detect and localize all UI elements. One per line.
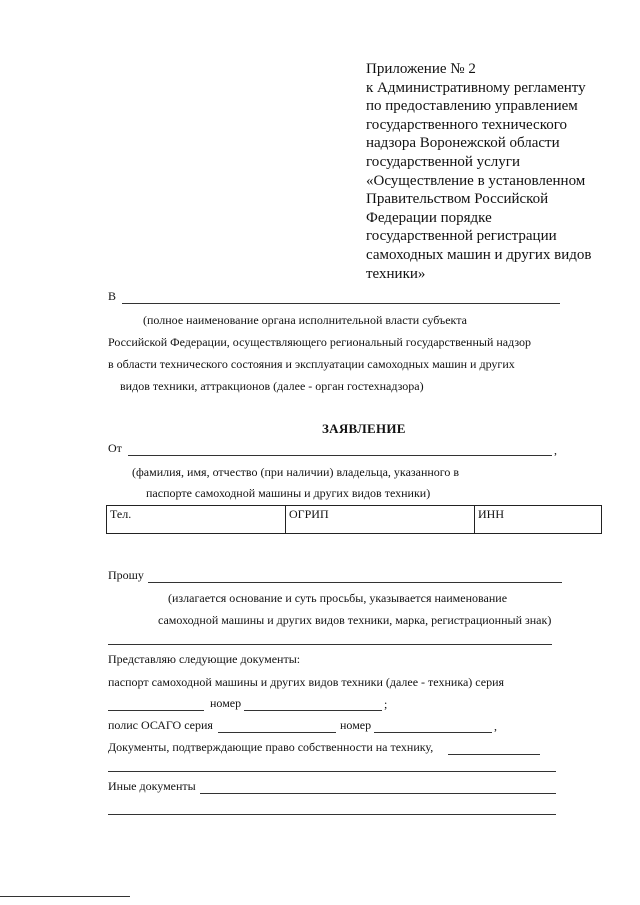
footnote-separator <box>0 896 130 897</box>
request-fill-line[interactable] <box>148 582 562 583</box>
osago-series-fill[interactable] <box>218 732 336 733</box>
appendix-line: Федерации порядке <box>366 209 492 226</box>
appendix-line: надзора Воронежской области <box>366 135 560 152</box>
document-title: ЗАЯВЛЕНИЕ <box>322 421 406 436</box>
osago-number-label: номер <box>340 718 372 732</box>
other-docs-fill-2[interactable] <box>108 814 556 815</box>
osago-series-label: полис ОСАГО серия <box>108 718 213 732</box>
passport-line: паспорт самоходной машины и других видов техники (далее - техника) серия <box>108 675 505 689</box>
request-hint: самоходной машины и других видов техники, марка, регистрационный знак) <box>158 613 552 627</box>
other-docs-fill[interactable] <box>200 793 556 794</box>
addressee-fill-line[interactable] <box>122 303 560 304</box>
appendix-line: по предоставлению управлением <box>366 98 578 115</box>
appendix-line: к Административному регламенту <box>366 79 586 96</box>
appendix-line: самоходных машин и других видов <box>366 246 592 263</box>
request-hint: (излагается основание и суть просьбы, указывается наименование <box>168 591 508 605</box>
osago-number-fill[interactable] <box>374 732 492 733</box>
tel-cell[interactable] <box>107 506 286 534</box>
appendix-header <box>366 60 591 283</box>
applicant-hint: паспорте самоходной машины и других видов техники) <box>146 486 431 500</box>
other-docs-label: Иные документы <box>108 779 196 793</box>
applicant-hint: (фамилия, имя, отчество (при наличии) владельца, указанного в <box>132 465 460 479</box>
request-prefix: Прошу <box>108 568 144 582</box>
appendix-line: «Осуществление в установленном <box>366 172 586 189</box>
applicant-comma: , <box>554 443 557 457</box>
appendix-line: Приложение № 2 <box>366 61 476 77</box>
addressee-hint: (полное наименование органа исполнительной власти субъекта <box>143 313 467 327</box>
appendix-line: государственной услуги <box>366 153 520 170</box>
ogrip-cell[interactable] <box>286 506 475 534</box>
addressee-hint: видов техники, аттракционов (далее - орган гостехнадзора) <box>120 379 424 393</box>
addressee-hint: Российской Федерации, осуществляющего региональный государственный надзор <box>108 335 532 349</box>
appendix-line: техники» <box>366 265 426 282</box>
addressee-hint: в области технического состояния и эксплуатации самоходных машин и других <box>108 357 515 371</box>
ownership-label: Документы, подтверждающие право собственности на технику, <box>108 740 434 754</box>
ownership-fill[interactable] <box>448 754 540 755</box>
appendix-line: государственной регистрации <box>366 228 557 245</box>
passport-number-fill[interactable] <box>244 710 382 711</box>
contacts-table <box>106 505 602 534</box>
applicant-fill-line[interactable] <box>128 455 552 456</box>
ownership-fill-2[interactable] <box>108 771 556 772</box>
osago-comma: , <box>494 719 497 733</box>
appendix-line: государственного технического <box>366 116 568 133</box>
inn-cell[interactable] <box>475 506 602 534</box>
passport-number-label: номер <box>210 696 242 710</box>
addressee-prefix: В <box>108 289 117 303</box>
ogrip-label: ОГРИП <box>289 507 329 521</box>
appendix-line: Правительством Российской <box>366 191 549 208</box>
passport-semicolon: ; <box>384 697 388 711</box>
inn-label: ИНН <box>478 507 504 521</box>
tel-label: Тел. <box>110 507 132 521</box>
documents-intro: Представляю следующие документы: <box>108 652 301 666</box>
applicant-prefix: От <box>108 441 122 455</box>
request-fill-line-2[interactable] <box>108 644 552 645</box>
passport-series-fill[interactable] <box>108 710 204 711</box>
